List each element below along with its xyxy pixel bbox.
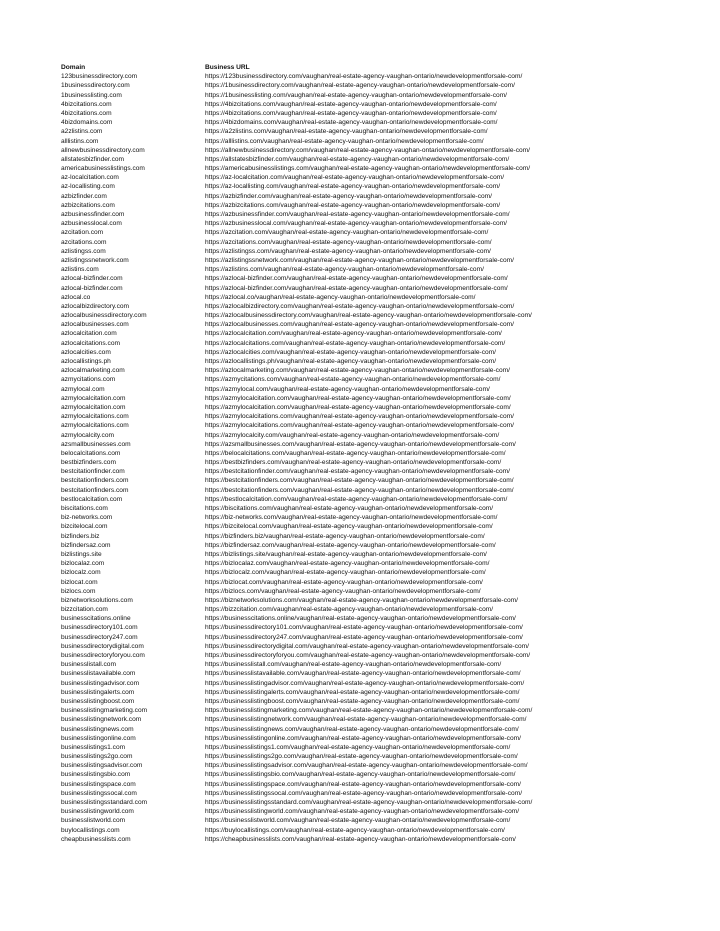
domain-cell: businesslistingsstandard.com [61,799,148,806]
table-row [61,293,701,302]
domain-cell: bizlocalz.com [61,569,101,577]
domain-cell: azlistingssnetwork.com [61,256,129,264]
business-url-cell: https://azlocalbusinessdirectory.com/vaughan/real-estate-agency-vaughan-ontario/newdevelopmentforsale-com/ [205,312,532,320]
table-row [61,100,701,109]
domain-cell: businesslistingadvisor.com [61,679,140,687]
table-row [61,81,701,90]
table-row [61,495,701,504]
domain-cell: businesslistingsadvisor.com [61,762,143,770]
business-url-cell: https://azsmallbusinesses.com/vaughan/real-estate-agency-vaughan-ontario/newdevelopmentforsale-com/ [205,440,516,448]
domain-cell: bestbizfinders.com [61,459,116,467]
table-row [61,522,701,531]
domain-cell: azlocal-bizfinder.com [61,284,123,292]
business-url-cell: https://businesslistworld.com/vaughan/real-estate-agency-vaughan-ontario/newdevelopmentforsale-com/ [205,817,511,825]
table-row [61,725,701,734]
table-row [61,633,701,642]
table-row [61,449,701,458]
url-column-header: Business URL [205,64,250,71]
domain-cell: azmylocal.com [61,385,105,393]
table-row [61,238,701,247]
business-url-cell: https://businesslistavailable.com/vaughan/real-estate-agency-vaughan-ontario/newdevelopmentforsale-com/ [205,670,521,678]
domain-cell: azlistingss.com [61,247,106,255]
table-row [61,421,701,430]
table-row [61,458,701,467]
business-url-cell: https://businessdirectory101.com/vaughan/real-estate-agency-vaughan-ontario/newdevelopmentforsale-com/ [205,624,523,632]
domain-cell: azsmallbusinesses.com [61,440,131,448]
table-row [61,118,701,127]
domain-cell: azlocallistings.ph [61,358,111,365]
business-url-cell: https://businesslistings1.com/vaughan/real-estate-agency-vaughan-ontario/newdevelopmentforsale-com/ [205,743,511,751]
domain-cell: businesslistingnews.com [61,725,134,733]
table-row [61,642,701,651]
table-row [61,605,701,614]
domain-cell: bizcitelocal.com [61,523,108,531]
domain-cell: azlocalbusinesses.com [61,321,129,329]
business-url-cell: https://businesslistingsstandard.com/vaughan/real-estate-agency-vaughan-ontario/newdevelopmentforsale-com/ [205,799,533,806]
table-row [61,816,701,825]
table-row [61,357,701,366]
table-row [61,623,701,632]
table-row [61,550,701,559]
domain-cell: 4bizcitations.com [61,109,112,117]
domain-cell: azcitations.com [61,238,107,246]
business-url-cell: https://azlocalbizdirectory.com/vaughan/real-estate-agency-vaughan-ontario/newdevelopmentforsale-com/ [205,302,515,310]
table-row [61,734,701,743]
domain-cell: buylocallistings.com [61,826,120,834]
domain-cell: bizfindersaz.com [61,541,111,549]
domain-cell: bizlocat.com [61,578,98,586]
table-row [61,780,701,789]
domain-cell: bizlocs.com [61,587,96,595]
business-url-cell: https://4bizcitations.com/vaughan/real-estate-agency-vaughan-ontario/newdevelopmentforsale-com/ [205,109,497,117]
domain-cell: businesslistingworld.com [61,808,134,816]
domain-cell: belocalcitations.com [61,449,121,457]
business-url-cell: https://123businessdirectory.com/vaughan/real-estate-agency-vaughan-ontario/newdevelopmentforsale-com/ [205,73,523,81]
table-row [61,743,701,752]
table-row [61,835,701,844]
domain-cell: americabusinesslistings.com [61,165,145,173]
domain-cell: businesslistingsbio.com [61,771,131,779]
domain-cell: a2zlistins.com [61,128,103,136]
table-row [61,403,701,412]
table-row [61,807,701,816]
table-row [61,127,701,136]
domain-cell: 1businessdirectory.com [61,82,130,90]
table-row [61,770,701,779]
domain-cell: businesslistingmarketing.com [61,707,148,715]
business-url-cell: https://businesslistingnews.com/vaughan/real-estate-agency-vaughan-ontario/newdevelopmentforsale-com/ [205,725,519,733]
table-row [61,366,701,375]
domain-cell: azmylocalcitation.com [61,403,126,411]
business-url-cell: https://businessdirectorydigital.com/vaughan/real-estate-agency-vaughan-ontario/newdevelopmentforsale-com/ [205,642,530,650]
domain-cell: 123businessdirectory.com [61,73,138,81]
table-row [61,146,701,155]
business-url-cell: https://bizlistings.site/vaughan/real-estate-agency-vaughan-ontario/newdevelopmentforsale-com/ [205,550,487,558]
domain-cell: biz-networks.com [61,514,113,522]
business-url-cell: https://businesslistall.com/vaughan/real-estate-agency-vaughan-ontario/newdevelopmentforsale-com/ [205,661,502,669]
domain-cell: azlocalcitation.com [61,330,117,338]
table-row [61,155,701,164]
table-row [61,440,701,449]
table-row [61,72,701,81]
table-row [61,467,701,476]
business-url-cell: https://azbizfinder.com/vaughan/real-estate-agency-vaughan-ontario/newdevelopmentforsale-com/ [205,192,492,200]
business-url-cell: https://azlocalcities.com/vaughan/real-estate-agency-vaughan-ontario/newdevelopmentforsale-com/ [205,348,497,356]
domain-cell: businesslistingssocal.com [61,789,137,797]
business-url-cell: https://businesslistings2go.com/vaughan/real-estate-agency-vaughan-ontario/newdevelopmentforsale-com/ [205,753,518,761]
table-row [61,587,701,596]
business-url-cell: https://biznetworksolutions.com/vaughan/real-estate-agency-vaughan-ontario/newdevelopmentforsale-com/ [205,596,519,604]
business-url-cell: https://azlocalmarketing.com/vaughan/real-estate-agency-vaughan-ontario/newdevelopmentforsale-com/ [205,367,510,375]
business-url-cell: https://1businessdirectory.com/vaughan/real-estate-agency-vaughan-ontario/newdevelopmentforsale-com/ [205,82,515,90]
domain-cell: businessdirectorydigital.com [61,642,144,650]
business-url-cell: https://businesslistingssocal.com/vaughan/real-estate-agency-vaughan-ontario/newdevelopmentforsale-com/ [205,789,523,797]
domain-cell: businessdirectory247.com [61,633,138,641]
business-url-cell: https://biz-networks.com/vaughan/real-estate-agency-vaughan-ontario/newdevelopmentforsale-com/ [205,514,498,522]
table-row [61,614,701,623]
domain-cell: businesslistavailable.com [61,670,136,678]
business-url-cell: https://az-localcitation.com/vaughan/real-estate-agency-vaughan-ontario/newdevelopmentforsale-com/ [205,174,505,182]
business-url-cell: https://a2zlistins.com/vaughan/real-estate-agency-vaughan-ontario/newdevelopmentforsale-com/ [205,128,488,136]
domain-cell: alllistins.com [61,137,99,145]
business-url-cell: https://azmycitations.com/vaughan/real-estate-agency-vaughan-ontario/newdevelopmentforsale-com/ [205,376,501,384]
business-url-cell: https://allstatesbizfinder.com/vaughan/real-estate-agency-vaughan-ontario/newdevelopmentforsale-com/ [205,155,510,163]
domain-cell: bizfinders.biz [61,532,100,540]
table-row [61,192,701,201]
table-row [61,210,701,219]
table-row [61,596,701,605]
table-row [61,826,701,835]
business-url-cell: https://azmylocalcitations.com/vaughan/real-estate-agency-vaughan-ontario/newdevelopmentforsale-com/ [205,413,514,421]
business-url-cell: https://businesslistingnetwork.com/vaughan/real-estate-agency-vaughan-ontario/newdevelopmentforsale-com/ [205,716,527,724]
table-row [61,476,701,485]
table-body [61,72,701,844]
domain-cell: az-localcitation.com [61,174,119,182]
table-row [61,559,701,568]
domain-cell: allnewbusinessdirectory.com [61,146,145,154]
business-url-cell: https://businesslistingboost.com/vaughan/real-estate-agency-vaughan-ontario/newdevelopmentforsale-com/ [205,697,520,705]
business-url-cell: https://azbizcitations.com/vaughan/real-estate-agency-vaughan-ontario/newdevelopmentforsale-com/ [205,201,501,209]
business-url-cell: https://alllistins.com/vaughan/real-estate-agency-vaughan-ontario/newdevelopmentforsale-com/ [205,137,484,145]
business-url-cell: https://businessdirectoryforyou.com/vaughan/real-estate-agency-vaughan-ontario/newdevelopmentforsale-com/ [205,652,531,659]
business-url-cell: https://4bizcitations.com/vaughan/real-estate-agency-vaughan-ontario/newdevelopmentforsale-com/ [205,100,497,108]
domain-cell: businesslistingnetwork.com [61,716,142,724]
business-url-cell: https://businesslistingadvisor.com/vaughan/real-estate-agency-vaughan-ontario/newdevelopmentforsale-com/ [205,679,525,687]
domain-cell: bestcitationfinders.com [61,486,129,494]
business-url-cell: https://businessdirectory247.com/vaughan/real-estate-agency-vaughan-ontario/newdevelopmentforsale-com/ [205,633,523,641]
table-row [61,789,701,798]
business-url-cell: https://azcitation.com/vaughan/real-estate-agency-vaughan-ontario/newdevelopmentforsale-com/ [205,229,489,237]
table-row [61,651,701,660]
domain-cell: biznetworksolutions.com [61,596,133,604]
business-url-cell: https://businesslistingsbio.com/vaughan/real-estate-agency-vaughan-ontario/newdevelopmentforsale-com/ [205,771,516,779]
domain-cell: azlocal.co [61,293,91,301]
domain-cell: azbizcitations.com [61,201,115,209]
domain-cell: businesslistworld.com [61,817,126,825]
table-row [61,274,701,283]
domain-cell: azmylocalcitations.com [61,422,129,430]
domain-cell: azmylocalcitations.com [61,413,129,421]
domain-cell: azlistins.com [61,266,99,274]
domain-cell: allstatesbizfinder.com [61,155,125,163]
domain-cell: 4bizdomains.com [61,119,113,127]
domain-table [61,63,701,844]
business-url-cell: https://belocalcitations.com/vaughan/real-estate-agency-vaughan-ontario/newdevelopmentforsale-com/ [205,449,506,457]
business-url-cell: https://azlocalcitation.com/vaughan/real-estate-agency-vaughan-ontario/newdevelopmentforsale-com/ [205,330,502,338]
business-url-cell: https://azmylocalcitations.com/vaughan/real-estate-agency-vaughan-ontario/newdevelopmentforsale-com/ [205,422,514,430]
table-row [61,715,701,724]
business-url-cell: https://bestbizfinders.com/vaughan/real-estate-agency-vaughan-ontario/newdevelopmentforsale-com/ [205,459,502,467]
domain-cell: businesslistall.com [61,661,116,669]
business-url-cell: https://azlocal-bizfinder.com/vaughan/real-estate-agency-vaughan-ontario/newdevelopmentforsale-com/ [205,275,508,283]
table-row [61,375,701,384]
table-row [61,431,701,440]
table-row [61,504,701,513]
table-row [61,669,701,678]
domain-cell: azlocalbizdirectory.com [61,302,130,310]
table-row [61,228,701,237]
business-url-cell: https://azlocal-bizfinder.com/vaughan/real-estate-agency-vaughan-ontario/newdevelopmentforsale-com/ [205,284,508,292]
business-url-cell: https://bizzcitation.com/vaughan/real-estate-agency-vaughan-ontario/newdevelopmentforsale-com/ [205,606,494,614]
business-url-cell: https://azbusinessfinder.com/vaughan/real-estate-agency-vaughan-ontario/newdevelopmentforsale-com/ [205,211,510,218]
business-url-cell: https://bizcitelocal.com/vaughan/real-estate-agency-vaughan-ontario/newdevelopmentforsale-com/ [205,523,493,531]
business-url-cell: https://azbusinesslocal.com/vaughan/real-estate-agency-vaughan-ontario/newdevelopmentforsale-com/ [205,220,508,228]
business-url-cell: https://bestcitationfinder.com/vaughan/real-estate-agency-vaughan-ontario/newdevelopmentforsale-com/ [205,468,510,476]
table-row [61,568,701,577]
business-url-cell: https://azmylocal.com/vaughan/real-estate-agency-vaughan-ontario/newdevelopmentforsale-com/ [205,385,490,393]
business-url-cell: https://1businesslisting.com/vaughan/real-estate-agency-vaughan-ontario/newdevelopmentforsale-com/ [205,91,508,99]
business-url-cell: https://azmylocalcitation.com/vaughan/real-estate-agency-vaughan-ontario/newdevelopmentforsale-com/ [205,403,511,411]
table-row [61,798,701,807]
table-row [61,688,701,697]
table-row [61,486,701,495]
table-row [61,219,701,228]
table-row [61,201,701,210]
business-url-cell: https://businesslistingalerts.com/vaughan/real-estate-agency-vaughan-ontario/newdevelopmentforsale-com/ [205,688,520,696]
domain-cell: azmylocalcitation.com [61,394,126,402]
business-url-cell: https://bestcitationfinders.com/vaughan/real-estate-agency-vaughan-ontario/newdevelopmentforsale-com/ [205,486,514,494]
domain-cell: businessdirectory101.com [61,624,138,632]
business-url-cell: https://azlocalbusinesses.com/vaughan/real-estate-agency-vaughan-ontario/newdevelopmentforsale-com/ [205,321,514,329]
business-url-cell: https://buylocallistings.com/vaughan/real-estate-agency-vaughan-ontario/newdevelopmentforsale-com/ [205,826,505,834]
business-url-cell: https://azlistins.com/vaughan/real-estate-agency-vaughan-ontario/newdevelopmentforsale-com/ [205,266,484,274]
table-row [61,91,701,100]
domain-cell: azlocalbusinessdirectory.com [61,312,147,320]
table-row [61,513,701,522]
table-row [61,679,701,688]
table-row [61,311,701,320]
domain-cell: azlocalmarketing.com [61,367,125,375]
business-url-cell: https://azcitations.com/vaughan/real-estate-agency-vaughan-ontario/newdevelopmentforsale-com/ [205,238,492,246]
table-row [61,284,701,293]
domain-cell: businesslistingboost.com [61,697,135,705]
table-row [61,532,701,541]
table-row [61,697,701,706]
domain-cell: bizlocalaz.com [61,560,105,568]
domain-cell: businesslistingonline.com [61,734,136,742]
table-row [61,412,701,421]
domain-cell: bestcitationfinders.com [61,477,129,485]
domain-cell: businesscitations.online [61,615,131,623]
domain-cell: az-locallisting.com [61,183,115,191]
table-row [61,339,701,348]
table-row [61,256,701,265]
business-url-cell: https://azlocal.co/vaughan/real-estate-agency-vaughan-ontario/newdevelopmentforsale-com/ [205,293,476,301]
domain-cell: businesslistings1.com [61,743,126,751]
domain-cell: bestcitationfinder.com [61,468,125,476]
domain-cell: 1businesslisting.com [61,91,122,99]
business-url-cell: https://azlistingss.com/vaughan/real-estate-agency-vaughan-ontario/newdevelopmentforsale-com/ [205,247,491,255]
business-url-cell: https://bizlocat.com/vaughan/real-estate-agency-vaughan-ontario/newdevelopmentforsale-com/ [205,578,483,586]
business-url-cell: https://bizlocalaz.com/vaughan/real-estate-agency-vaughan-ontario/newdevelopmentforsale-com/ [205,560,490,568]
domain-cell: azbusinesslocal.com [61,220,122,228]
business-url-cell: https://cheapbusinesslists.com/vaughan/real-estate-agency-vaughan-ontario/newdevelopmentforsale-com/ [205,835,516,843]
business-url-cell: https://azmylocalcity.com/vaughan/real-estate-agency-vaughan-ontario/newdevelopmentforsale-com/ [205,431,500,439]
table-row [61,348,701,357]
table-row [61,541,701,550]
business-url-cell: https://azlistingssnetwork.com/vaughan/real-estate-agency-vaughan-ontario/newdevelopmentforsale-com/ [205,256,514,264]
table-header-row [61,63,701,72]
business-url-cell: https://bizlocs.com/vaughan/real-estate-agency-vaughan-ontario/newdevelopmentforsale-com/ [205,587,481,595]
domain-cell: azbizfinder.com [61,192,107,200]
domain-cell: azbusinessfinder.com [61,211,125,218]
domain-cell: businessdirectoryforyou.com [61,652,145,659]
business-url-cell: https://azlocallistings.ph/vaughan/real-estate-agency-vaughan-ontario/newdevelopmentforsale-com/ [205,358,497,365]
business-url-cell: https://businesslistingspace.com/vaughan/real-estate-agency-vaughan-ontario/newdevelopmentforsale-com/ [205,780,521,788]
table-row [61,578,701,587]
table-row [61,706,701,715]
business-url-cell: https://bizlocalz.com/vaughan/real-estate-agency-vaughan-ontario/newdevelopmentforsale-com/ [205,569,486,577]
table-row [61,761,701,770]
domain-cell: bizzcitation.com [61,606,108,614]
domain-cell: bestlocalcitation.com [61,495,123,503]
domain-cell: azlocal-bizfinder.com [61,275,123,283]
domain-cell: cheapbusinesslists.com [61,835,131,843]
table-row [61,164,701,173]
domain-cell: biscitations.com [61,505,108,512]
table-row [61,173,701,182]
business-url-cell: https://bizfindersaz.com/vaughan/real-estate-agency-vaughan-ontario/newdevelopmentforsale-com/ [205,541,496,549]
business-url-cell: https://businesslistingonline.com/vaughan/real-estate-agency-vaughan-ontario/newdevelopmentforsale-com/ [205,734,521,742]
business-url-cell: https://4bizdomains.com/vaughan/real-estate-agency-vaughan-ontario/newdevelopmentforsale-com/ [205,119,498,127]
table-row [61,265,701,274]
business-url-cell: https://azlocalcitations.com/vaughan/real-estate-agency-vaughan-ontario/newdevelopmentforsale-com/ [205,339,506,347]
business-url-cell: https://businesslistingmarketing.com/vaughan/real-estate-agency-vaughan-ontario/newdevelopmentforsale-com/ [205,707,533,715]
table-row [61,109,701,118]
table-row [61,385,701,394]
table-row [61,302,701,311]
business-url-cell: https://bestcitationfinders.com/vaughan/real-estate-agency-vaughan-ontario/newdevelopmentforsale-com/ [205,477,514,485]
domain-cell: azlocalcitations.com [61,339,121,347]
business-url-cell: https://biscitations.com/vaughan/real-estate-agency-vaughan-ontario/newdevelopmentforsale-com/ [205,505,494,512]
domain-cell: 4bizcitations.com [61,100,112,108]
table-row [61,752,701,761]
business-url-cell: https://businesslistingsadvisor.com/vaughan/real-estate-agency-vaughan-ontario/newdevelopmentforsale-com/ [205,762,528,770]
table-row [61,320,701,329]
business-url-cell: https://az-locallisting.com/vaughan/real-estate-agency-vaughan-ontario/newdevelopmentforsale-com/ [205,183,501,191]
business-url-cell: https://businesscitations.online/vaughan/real-estate-agency-vaughan-ontario/newdevelopmentforsale-com/ [205,615,516,623]
domain-cell: azlocalcities.com [61,348,111,356]
table-row [61,247,701,256]
domain-cell: azmylocalcity.com [61,431,115,439]
business-url-cell: https://allnewbusinessdirectory.com/vaughan/real-estate-agency-vaughan-ontario/newdevelopmentforsale-com/ [205,146,530,154]
domain-cell: azmycitations.com [61,376,116,384]
table-row [61,329,701,338]
business-url-cell: https://businesslistingworld.com/vaughan/real-estate-agency-vaughan-ontario/newdevelopmentforsale-com/ [205,808,520,816]
table-row [61,660,701,669]
table-row [61,182,701,191]
business-url-cell: https://bizfinders.biz/vaughan/real-estate-agency-vaughan-ontario/newdevelopmentforsale-com/ [205,532,485,540]
table-row [61,137,701,146]
domain-cell: businesslistingalerts.com [61,688,135,696]
business-url-cell: https://azmylocalcitation.com/vaughan/real-estate-agency-vaughan-ontario/newdevelopmentforsale-com/ [205,394,511,402]
domain-cell: businesslistings2go.com [61,753,133,761]
domain-column-header: Domain [61,64,86,71]
business-url-cell: https://bestlocalcitation.com/vaughan/real-estate-agency-vaughan-ontario/newdevelopmentforsale-com/ [205,495,508,503]
domain-cell: azcitation.com [61,229,104,237]
domain-cell: bizlistings.site [61,550,102,558]
domain-cell: businesslistingspace.com [61,780,136,788]
business-url-cell: https://americabusinesslistings.com/vaughan/real-estate-agency-vaughan-ontario/newdevelopmentforsale-com/ [205,165,531,173]
table-row [61,394,701,403]
